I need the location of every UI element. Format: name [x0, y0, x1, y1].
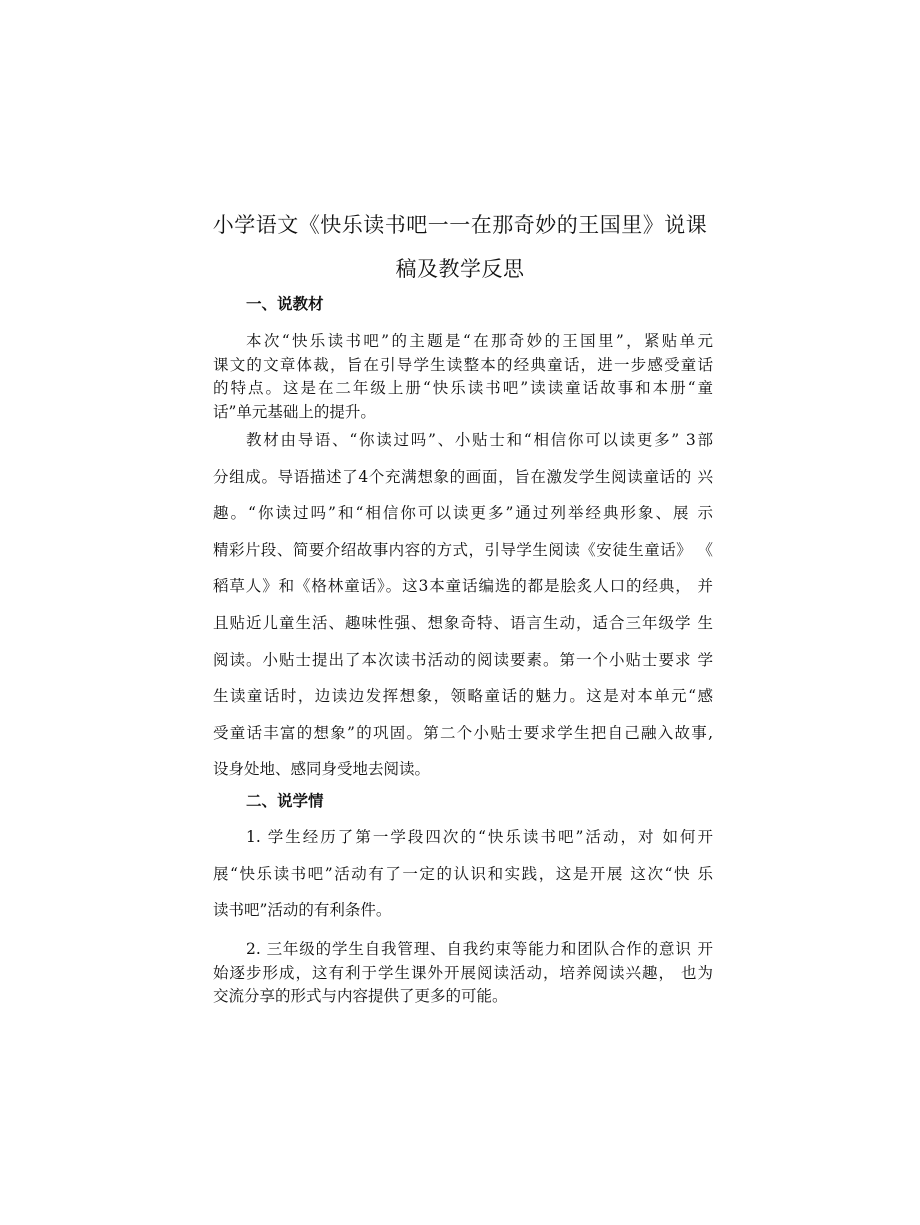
text-line: 且贴近儿童生活、趣味性强、想象奇特、语言生动，适合三年级学 生	[213, 613, 713, 632]
section-heading-textbook: 一、说教材	[246, 295, 324, 313]
text-line: 稻草人》和《格林童话》。这3本童话编选的都是脍炙人口的经典， 并	[213, 577, 713, 596]
text-line: 1. 学生经历了第一学段四次的“快乐读书吧”活动，对 如何开	[246, 828, 713, 846]
document-title-line-1: 小学语文《快乐读书吧一一在那奇妙的王国里》说课	[212, 213, 708, 237]
text-line: 话”单元基础上的提升。	[213, 402, 376, 421]
text-line: 的特点。这是在二年级上册“快乐读书吧”读读童话故事和本册“童	[213, 379, 713, 397]
text-line: 精彩片段、简要介绍故事内容的方式，引导学生阅读《安徒生童话》 《	[213, 540, 713, 559]
text-line: 生读童话时，边读边发挥想象，领略童话的魅力。这是对本单元“感	[213, 687, 713, 706]
text-line: 始逐步形成，这有利于学生课外开展阅读活动，培养阅读兴趣， 也为	[213, 963, 713, 982]
text-line: 教材由导语、“你读过吗”、小贴士和“相信你可以读更多” 3部	[246, 431, 713, 449]
text-line: 课文的文章体裁，旨在引导学生读整本的经典童话，进一步感受童话	[213, 355, 713, 374]
paragraph-theme	[213, 330, 713, 424]
paragraph-textbook-structure	[213, 422, 713, 788]
text-line: 阅读。小贴士提出了本次读书活动的阅读要素。第一个小贴士要求 学	[213, 650, 713, 669]
text-line: 交流分享的形式与内容提供了更多的可能。	[213, 987, 508, 1005]
text-line: 本次“快乐读书吧”的主题是“在那奇妙的王国里”，紧贴单元	[246, 332, 713, 350]
section-heading-learners: 二、说学情	[246, 792, 324, 810]
text-line: 趣。“你读过吗”和“相信你可以读更多”通过列举经典形象、展 示	[213, 504, 713, 523]
text-line: 2. 三年级的学生自我管理、自我约束等能力和团队合作的意识 开	[246, 940, 713, 958]
text-line: 读书吧”活动的有利条件。	[213, 901, 392, 919]
text-line: 展“快乐读书吧”活动有了一定的认识和实践，这是开展 这次“快 乐	[213, 864, 713, 883]
paragraph-learners-2	[213, 938, 713, 1009]
text-line: 设身处地、感同身受地去阅读。	[213, 760, 431, 779]
text-line: 受童话丰富的想象”的巩固。第二个小贴士要求学生把自己融入故事,	[213, 723, 713, 742]
document-title-line-2: 稿及教学反思	[395, 257, 525, 281]
text-line: 分组成。导语描述了4个充满想象的画面，旨在激发学生阅读童话的 兴	[213, 467, 713, 486]
paragraph-learners-1	[213, 819, 713, 929]
